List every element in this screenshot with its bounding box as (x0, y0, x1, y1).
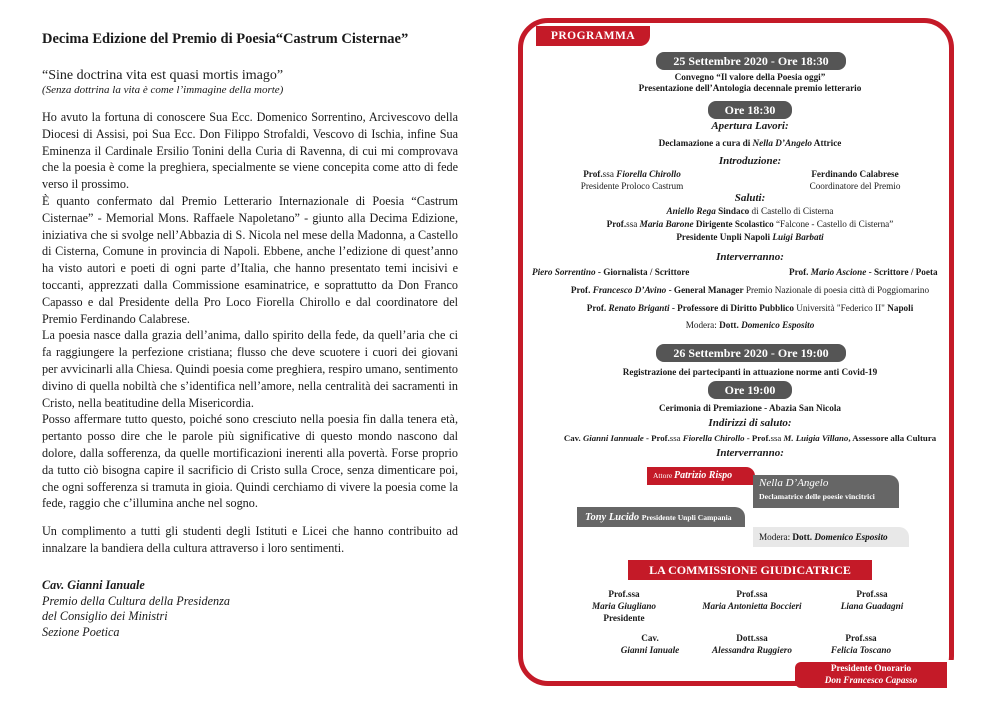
motto: “Sine doctrina vita est quasi mortis imago” (42, 68, 284, 83)
text: Dirigente Scolastico (693, 219, 774, 229)
time2-pill: Ore 19:00 (708, 381, 792, 399)
text: Francesco D’Avino (592, 285, 667, 295)
text: M. Luigia Villano (783, 433, 849, 443)
jury-name: Liana Guadagni (840, 601, 904, 611)
intro-left-role: Presidente Proloco Castrum (580, 181, 684, 191)
speaker-line-1a (532, 267, 689, 279)
jury-name: Maria Antonietta Boccieri (702, 601, 802, 611)
jury-title: Dott.ssa (736, 633, 768, 643)
ceremony-line: Cerimonia di Premiazione - Abazia San Nicola (658, 403, 842, 413)
programma-tab: PROGRAMMA (536, 26, 650, 46)
text: Presidente Onorario (830, 663, 912, 673)
speaker-box-rispo (647, 467, 755, 485)
text: Presidente Unpli Campania (641, 513, 732, 522)
text: Università "Federico II" (793, 303, 888, 313)
text: Premio Nazionale di poesia città di Poggiomarino (743, 285, 930, 295)
jury-member (832, 588, 912, 612)
text: Prof. (583, 169, 603, 179)
day2-pill: 26 Settembre 2020 - Ore 19:00 (656, 344, 846, 362)
text: Luigi Barbati (772, 232, 824, 242)
text: - Professore di Diritto Pubblico (669, 303, 794, 313)
text: - General Manager (666, 285, 744, 295)
text: Aniello Rega (666, 206, 716, 216)
jury-member (688, 588, 816, 612)
moderator-box (753, 527, 909, 547)
motto-translation: (Senza dottrina la vita è come l’immagine della morte) (42, 84, 284, 96)
jury-title: Prof.ssa (608, 589, 640, 599)
declamazione-line (540, 138, 960, 150)
text: Tony Lucido (585, 512, 642, 523)
text: Modera: (685, 320, 720, 330)
text: , Assessore alla Cultura (848, 433, 937, 443)
interverranno-heading: Interverranno: (716, 251, 784, 263)
text: Fiorella Chirollo (616, 169, 681, 179)
honorary-president (795, 662, 947, 688)
commissione-title: LA COMMISSIONE GIUDICATRICE (628, 560, 872, 580)
convegno-title: Convegno “Il valore della Poesia oggi” (674, 72, 826, 82)
speaker-line-2 (540, 285, 960, 297)
saluti-line-3 (540, 232, 960, 244)
jury-name: Maria Giugliano (591, 601, 657, 611)
body-text (42, 109, 458, 512)
text: Attore (653, 471, 675, 480)
text: Prof. (789, 267, 811, 277)
text: Patrizio Rispo (674, 470, 733, 481)
indirizzi-heading: Indirizzi di saluto: (708, 417, 792, 429)
text: Declamazione a cura di (658, 138, 753, 148)
text: Napoli (887, 303, 914, 313)
text: - Scrittore / Poeta (866, 267, 938, 277)
text: ssa (602, 169, 617, 179)
jury-member (820, 632, 902, 656)
paragraph-3: La poesia nasce dalla grazia dell’anima, dallo spirito della fede, da quell’aria che ci fa raggiungere la perfezione cristiana; flusso che deve scuotere i cuori dei giovani per avvicinarli alla Chiesa. Quindi poesia come preghiera, respiro umano, sentimento divino di quella nobiltà che s’identifica nell’amore, nella centralità dei sacramenti in Cristo, nella beatitudine della Misericordia. (42, 328, 458, 410)
saluti-line-1 (540, 206, 960, 218)
text: ssa (770, 433, 784, 443)
paragraph-4: Posso affermare tutto questo, poiché sono cresciuto nella poesia fin dalla tenera età, pertanto posso dire che le parole più significative di questo mondo nascono dal dolore, dalla sofferenza, da quelle mortificazioni inerenti alla povertà. Forse proprio da tutto ciò bisogna capire il sacrificio di Cristo sulla Croce, senza dimenticare poi, che ogni sofferenza si tramuta in gioia. Quindi cerchiamo di vivere la poesia come la fede, raggio che c’illumina anche nel sogno. (42, 412, 458, 511)
speaker-line-1b (789, 267, 938, 279)
intro-left-name (548, 169, 716, 181)
text: Fiorella Chirollo (682, 433, 745, 443)
jury-name: Alessandra Ruggiero (712, 645, 792, 655)
text: Dott. (792, 532, 815, 542)
intro-right-role: Coordinatore del Premio (809, 181, 901, 191)
jury-member (700, 632, 804, 656)
saluti-heading: Saluti: (734, 192, 766, 204)
text: ssa (626, 219, 640, 229)
text: ssa (669, 433, 683, 443)
jury-title: Prof.ssa (736, 589, 768, 599)
moderator-line (540, 320, 960, 332)
text: Prof. (586, 303, 609, 313)
text: Cav. (563, 433, 583, 443)
time1-pill: Ore 18:30 (708, 101, 792, 119)
signature-name: Cav. Gianni Ianuale (42, 578, 145, 592)
jury-role: Presidente (603, 613, 645, 623)
text: Domenico Esposito (814, 532, 888, 542)
jury-title: Prof.ssa (845, 633, 877, 643)
interverranno-heading-2: Interverranno: (716, 447, 784, 459)
jury-member (610, 632, 690, 656)
speaker-line-3 (540, 303, 960, 315)
signature-line: Sezione Poetica (42, 624, 120, 639)
text: Mario Ascione (810, 267, 867, 277)
jury-title: Prof.ssa (856, 589, 888, 599)
indirizzi-line (530, 433, 970, 445)
text: Nella D’Angelo (752, 138, 813, 148)
apertura-heading: Apertura Lavori: (711, 120, 789, 132)
saluti-line-2 (540, 219, 960, 231)
text: Piero Sorrentino (532, 267, 596, 277)
jury-member (588, 588, 660, 624)
text: Presidente Unpli Napoli (676, 232, 773, 242)
text: Nella D’Angelo (759, 477, 829, 489)
text: Dott. (719, 320, 742, 330)
text: Gianni Iannuale (582, 433, 644, 443)
day1-pill: 25 Settembre 2020 - Ore 18:30 (656, 52, 846, 70)
text: - Prof. (643, 433, 670, 443)
jury-name: Felicia Toscano (830, 645, 892, 655)
text: Renato Briganti (608, 303, 670, 313)
paragraph-1: Ho avuto la fortuna di conoscere Sua Ecc. Domenico Sorrentino, Arcivescovo della Diocesi di Assisi, poi Sua Ecc. Don Filippo Strofaldi, Vescovo di Ischia, infine Sua Eminenza il Cardinale Ersilio Tonini della Curia di Ravenna, di cui mi comprovava che la poesia è come la preghiera, specialmente se viene concepita come atto di fede verso il prossimo. (42, 110, 458, 192)
text: di Castello di Cisterna (749, 206, 834, 216)
signature (42, 578, 230, 640)
intro-right-name: Ferdinando Calabrese (811, 169, 899, 179)
introduzione-heading: Introduzione: (718, 155, 782, 167)
paragraph-2: È quanto confermato dal Premio Letterario Internazionale di Poesia “Castrum Cisternae” - Memorial Mons. Raffaele Napoletano” - giunto alla Decima Edizione, iniziativa che si svolge nell’Abbazia di S. Nicola nel mese della Madonna, a Castello di Cisterna, Comune in provincia di Napoli. Ebbene, anche l’edizione di quest’anno ha visto autori e poeti di ogni parte d’Italia, che hanno presentato temi incisivi e toccanti, apprezzati dalla Commissione esaminatrice, e soprattutto da Don Franco Capasso e dal Presidente della Pro Loco Fiorella Chirollo e dal coordinatore del Premio Ferdinando Calabrese. (42, 193, 458, 326)
text: Declamatrice delle poesie vincitrici (759, 492, 875, 501)
signature-line: Premio della Cultura della Presidenza (42, 593, 230, 608)
text: Domenico Esposito (741, 320, 815, 330)
text: “Falcone - Castello di Cisterna” (773, 219, 894, 229)
jury-name: Gianni Ianuale (620, 645, 680, 655)
text: Don Francesco Capasso (824, 675, 918, 685)
registration-line: Registrazione dei partecipanti in attuazione norme anti Covid-19 (622, 367, 878, 377)
text: Prof. (570, 285, 593, 295)
page-title: Decima Edizione del Premio di Poesia“Castrum Cisternae” (42, 31, 409, 47)
speaker-box-dangelo (753, 475, 899, 508)
paragraph-5: Un complimento a tutti gli studenti degli Istituti e Licei che hanno contribuito ad innalzare la bandiera della cultura attraverso i loro sentimenti. (42, 524, 458, 555)
text: Maria Barone (639, 219, 694, 229)
text: - Giornalista / Scrittore (595, 267, 690, 277)
text: Modera: (759, 532, 793, 542)
text: - Prof. (744, 433, 771, 443)
convegno-subtitle: Presentazione dell’Antologia decennale premio letterario (638, 83, 862, 93)
text: Attrice (812, 138, 842, 148)
jury-title: Cav. (641, 633, 659, 643)
signature-line: del Consiglio dei Ministri (42, 609, 168, 623)
text: Prof. (606, 219, 627, 229)
speaker-box-lucido (577, 507, 745, 527)
text: Sindaco (715, 206, 750, 216)
